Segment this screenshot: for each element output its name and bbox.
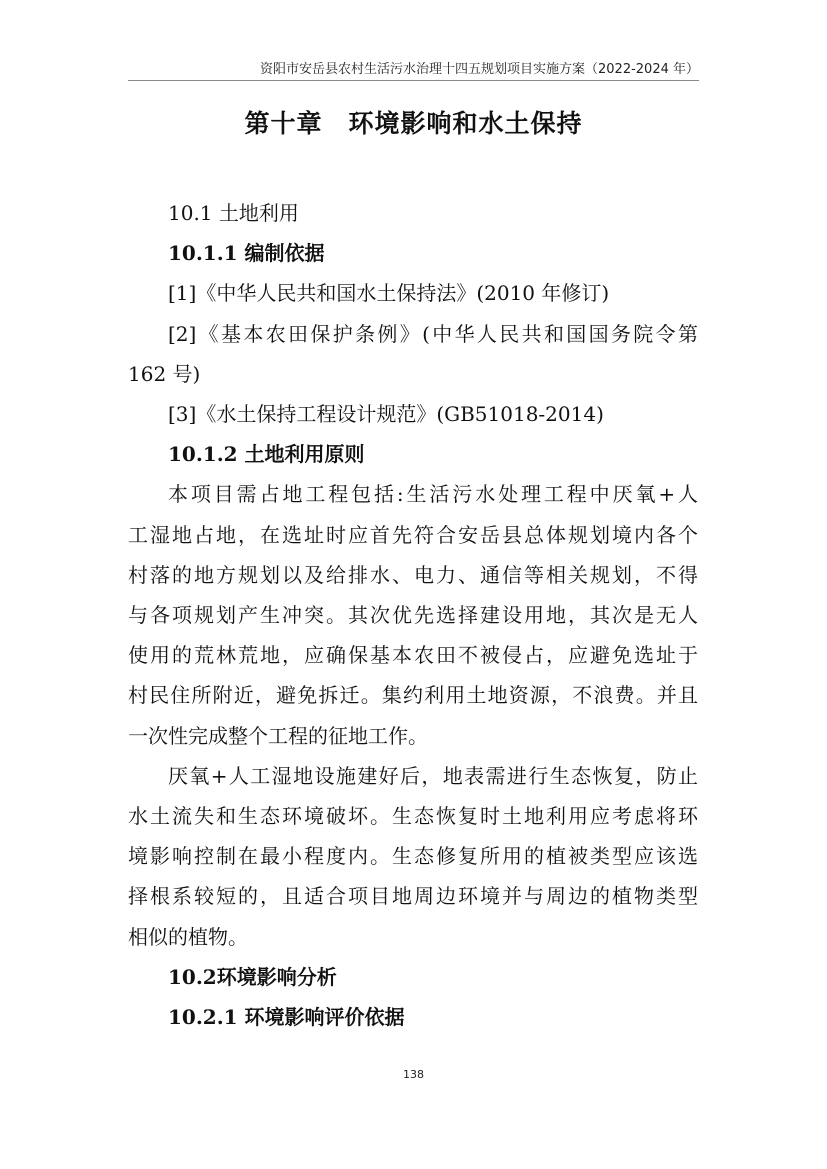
paragraph-line: 相似的植物。 [128,924,248,949]
paragraph-line: 工湿地占地，在选址时应首先符合安岳县总体规划境内各个 [128,522,698,547]
paragraph-line: 择根系较短的，且适合项目地周边环境并与周边的植物类型 [128,884,698,909]
paragraph-line: 村民住所附近，避免拆迁。集约利用土地资源，不浪费。并且 [128,683,698,708]
subsection-heading-10-1-1: 10.1.1 编制依据 [168,241,325,266]
paragraph-line: 村落的地方规划以及给排水、电力、通信等相关规划，不得 [128,562,698,587]
subsection-heading-10-1-2: 10.1.2 土地利用原则 [168,442,365,467]
header-divider [128,80,699,81]
running-header: 资阳市安岳县农村生活污水治理十四五规划项目实施方案（2022-2024 年） [260,62,699,77]
paragraph-line: 境影响控制在最小程度内。生态修复所用的植被类型应该选 [128,844,698,869]
paragraph-line: 厌氧+人工湿地设施建好后，地表需进行生态恢复，防止 [168,763,698,788]
chapter-title: 第十章 环境影响和水土保持 [244,109,583,138]
reference-item-2-line-2: 162 号) [128,361,201,386]
reference-item-3: [3]《水土保持工程设计规范》(GB51018-2014) [168,402,604,427]
body-content [128,193,698,1037]
section-heading-10-1: 10.1 土地利用 [168,201,299,225]
page-number: 138 [403,1068,424,1081]
paragraph-line: 使用的荒林荒地，应确保基本农田不被侵占，应避免选址于 [128,643,698,668]
reference-item-1: [1]《中华人民共和国水土保持法》(2010 年修订) [168,281,610,306]
paragraph-line: 本项目需占地工程包括:生活污水处理工程中厌氧+人 [168,482,698,507]
paragraph-line: 一次性完成整个工程的征地工作。 [128,723,428,748]
subsection-heading-10-2-1: 10.2.1 环境影响评价依据 [168,1005,405,1030]
paragraph-line: 与各项规划产生冲突。其次优先选择建设用地，其次是无人 [128,603,698,628]
paragraph-line: 水土流失和生态环境破坏。生态恢复时土地利用应考虑将环 [128,804,698,829]
reference-item-2-line-1: [2]《基本农田保护条例》(中华人民共和国国务院令第 [168,321,698,346]
section-heading-10-2: 10.2环境影响分析 [168,964,337,989]
